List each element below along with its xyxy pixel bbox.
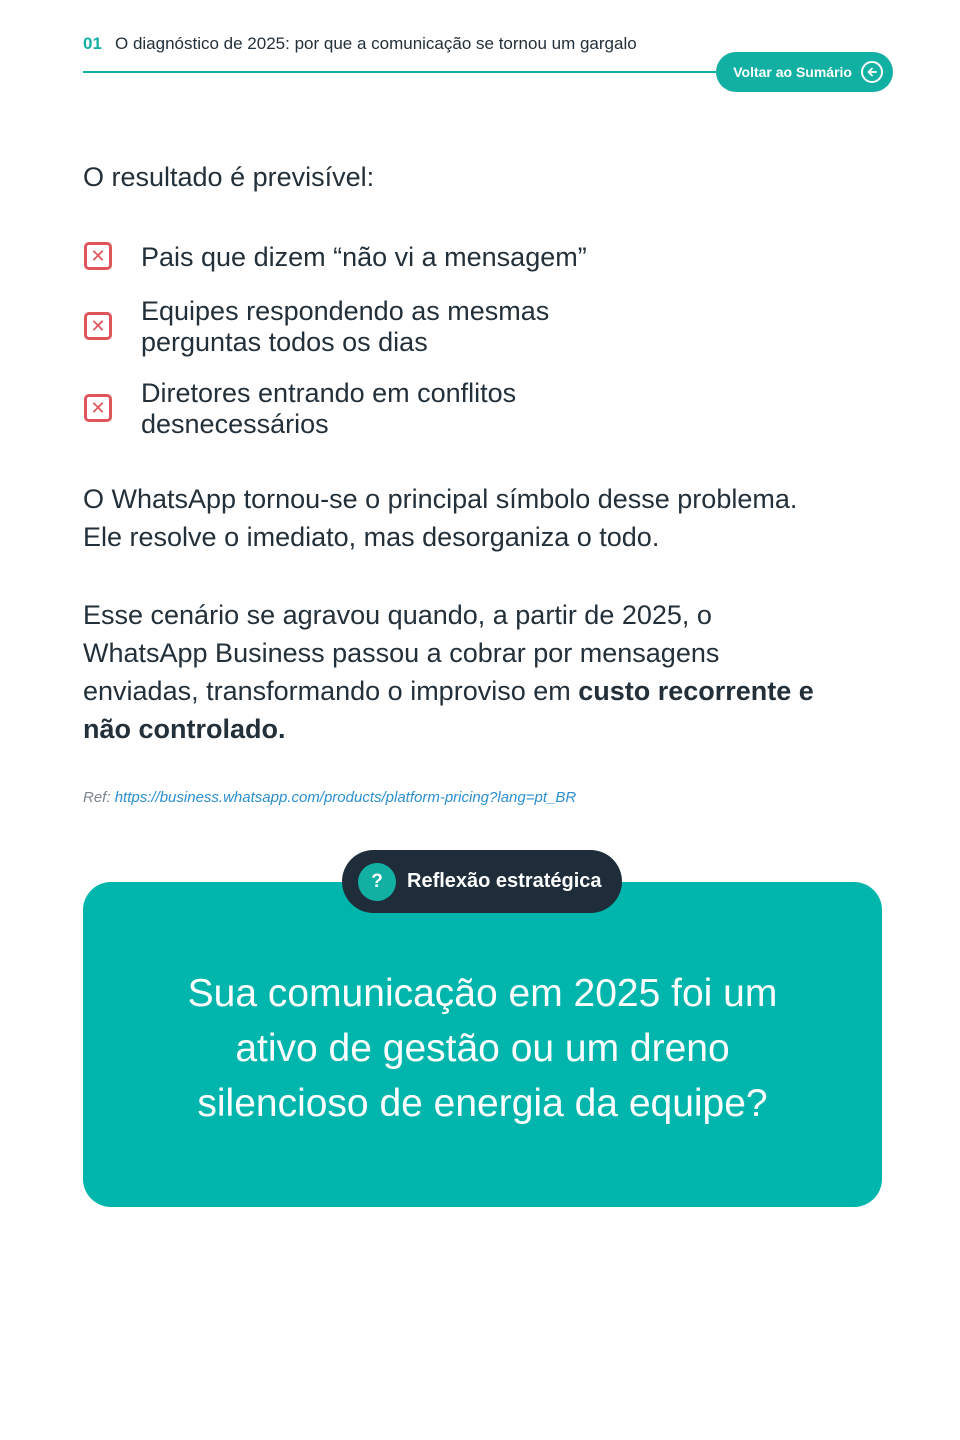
reference	[83, 789, 576, 806]
arrow-left-circle-icon	[861, 61, 883, 83]
whatsapp-paragraph	[83, 480, 873, 556]
paragraph-line: Esse cenário se agravou quando, a partir de 2025, o	[83, 600, 712, 630]
reflection-question	[83, 966, 882, 1131]
issue-line: Diretores entrando em conflitos	[141, 378, 517, 408]
question-mark-icon: ?	[358, 863, 396, 901]
reflection-card	[83, 882, 882, 1207]
paragraph-line: WhatsApp Business passou a cobrar por mensagens	[83, 638, 720, 668]
back-to-summary-label: Voltar ao Sumário	[733, 64, 852, 80]
section-title: O diagnóstico de 2025: por que a comunicação se tornou um gargalo	[115, 34, 637, 53]
x-box-icon: ✕	[84, 242, 112, 270]
paragraph-line: Ele resolve o imediato, mas desorganiza o todo.	[83, 522, 660, 552]
paragraph-line: O WhatsApp tornou-se o principal símbolo desse problema.	[83, 484, 798, 514]
emphasis-text: não controlado.	[83, 714, 286, 744]
header-divider	[83, 71, 723, 73]
back-to-summary-button[interactable]	[716, 52, 893, 92]
question-line: silencioso de energia da equipe?	[197, 1082, 768, 1125]
reflection-badge	[342, 850, 622, 913]
x-box-icon: ✕	[84, 394, 112, 422]
issue-text	[141, 378, 516, 440]
issue-line: desnecessários	[141, 409, 329, 439]
intro-text: O resultado é previsível:	[83, 162, 375, 192]
emphasis-text: custo recorrente e	[578, 676, 814, 706]
paragraph-line: enviadas, transformando o improviso em	[83, 676, 579, 706]
issue-line: perguntas todos os dias	[141, 327, 428, 357]
reference-link[interactable]: https://business.whatsapp.com/products/platform-pricing?lang=pt_BR	[114, 789, 577, 806]
pricing-paragraph	[83, 596, 873, 748]
question-line: Sua comunicação em 2025 foi um	[187, 972, 778, 1015]
issue-line: Equipes respondendo as mesmas	[141, 296, 550, 326]
x-box-icon: ✕	[84, 312, 112, 340]
issue-text	[141, 242, 587, 273]
reflection-badge-label: Reflexão estratégica	[407, 870, 602, 892]
section-number: 01	[83, 34, 102, 53]
reference-label: Ref:	[83, 789, 111, 806]
page-header	[83, 34, 893, 94]
question-line: ativo de gestão ou um dreno	[235, 1027, 730, 1070]
issue-line: Pais que dizem “não vi a mensagem”	[141, 242, 587, 272]
issue-text	[141, 296, 549, 358]
